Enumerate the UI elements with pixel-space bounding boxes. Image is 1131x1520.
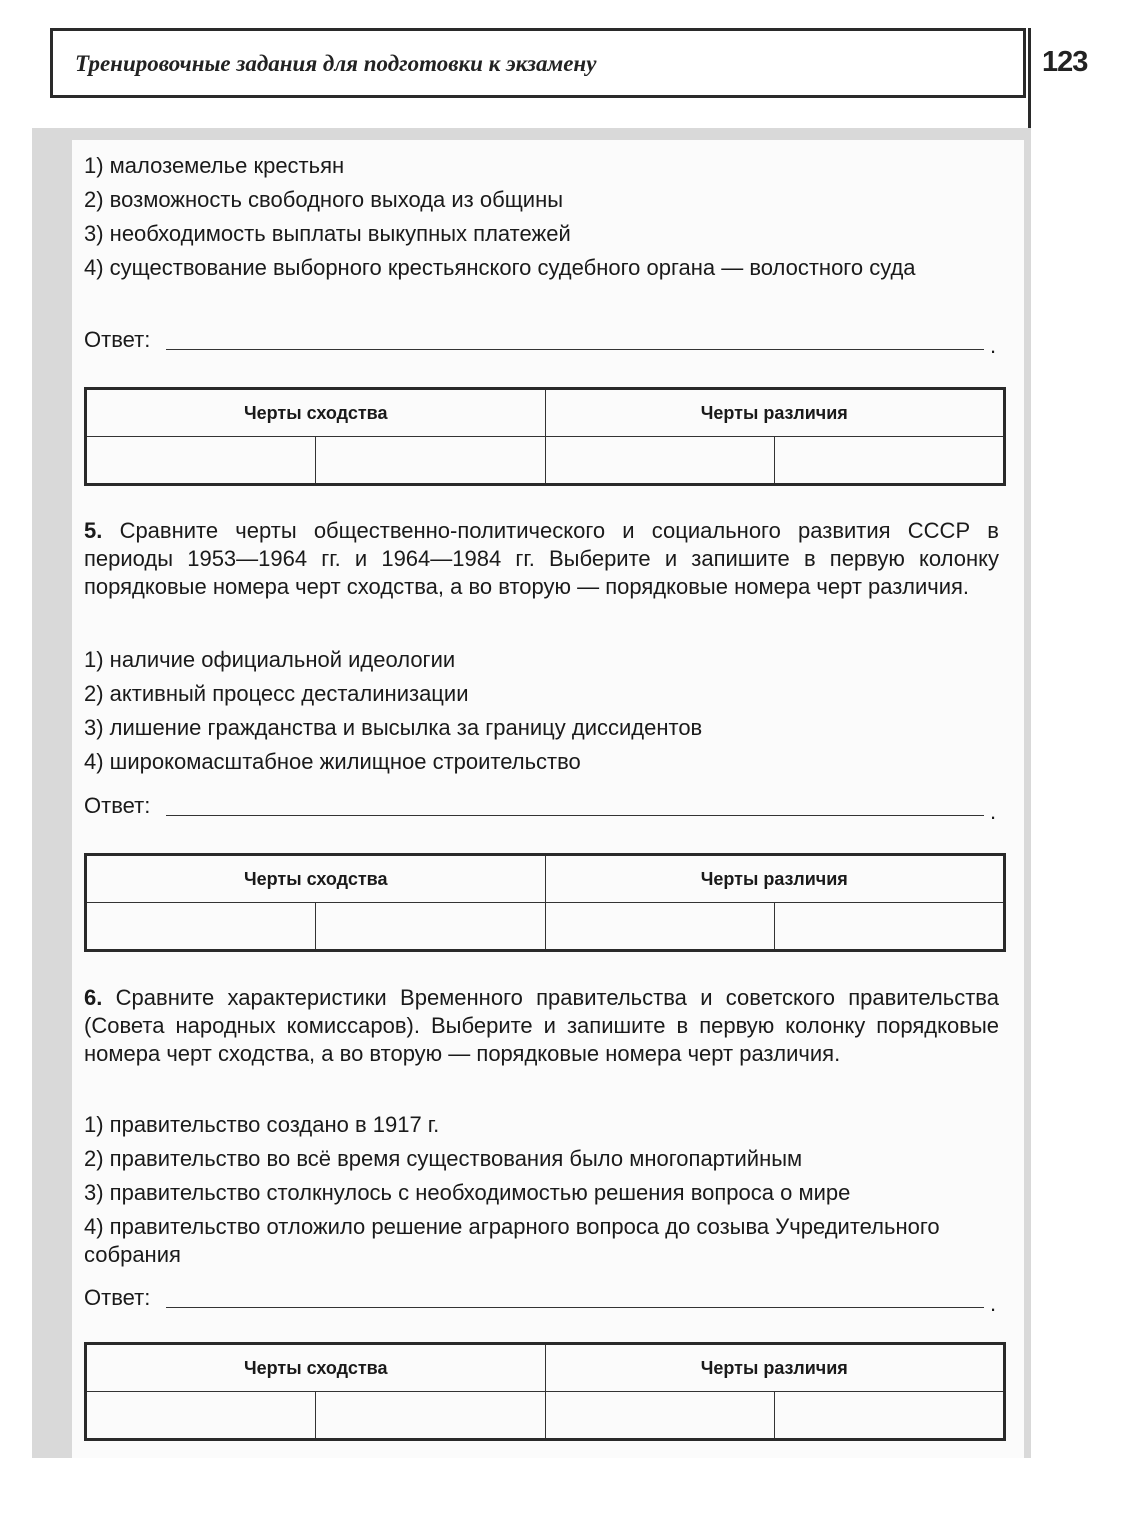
task5-option-4: 4) широкомасштабное жилищное строительство (84, 749, 581, 774)
task6-number: 6. (84, 985, 103, 1010)
task4-options (84, 152, 999, 282)
task6-answer-line[interactable] (166, 1307, 984, 1308)
task5-different-header: Черты различия (545, 855, 1005, 903)
task5-similar-header: Черты сходства (86, 855, 546, 903)
task4-answer-label: Ответ: (84, 327, 151, 352)
task6-different-header: Черты различия (545, 1344, 1005, 1392)
task6-text: Сравните характеристики Временного правительства и советского правительства (Совета народных комиссаров). Выберите и запишите в первую колонку порядковые номера черт сходства, а во вторую — порядковые номера черт различия. (84, 985, 999, 1066)
header-divider (1028, 28, 1031, 134)
task6-option-3: 3) правительство столкнулось с необходимостью решения вопроса о мире (84, 1180, 851, 1205)
task4-option-3: 3) необходимость выплаты выкупных платежей (84, 221, 571, 246)
task4-answer-table (84, 387, 1006, 486)
task4-option-2: 2) возможность свободного выхода из общины (84, 187, 564, 212)
task5-answer-end: . (990, 799, 997, 824)
task5-similar-cell-2[interactable] (315, 903, 545, 951)
header-title: Тренировочные задания для подготовки к экзамену (75, 51, 597, 76)
page-header (50, 28, 1026, 98)
task5-different-cell-2[interactable] (775, 903, 1005, 951)
task6-different-cell-1[interactable] (545, 1392, 775, 1440)
task5-prompt (84, 517, 999, 601)
task4-different-header: Черты различия (545, 389, 1005, 437)
task6-similar-cell-2[interactable] (315, 1392, 545, 1440)
task5-option-1: 1) наличие официальной идеологии (84, 647, 456, 672)
task6-different-cell-2[interactable] (775, 1392, 1005, 1440)
task6-option-4: 4) правительство отложило решение аграрного вопроса до созыва Учредительного собрания (84, 1214, 940, 1267)
task5-answer-line[interactable] (166, 815, 984, 816)
task4-option-4: 4) существование выборного крестьянского судебного органа — волостного суда (84, 255, 916, 280)
task5-options (84, 646, 999, 776)
task6-options (84, 1111, 999, 1269)
task4-answer-end: . (990, 333, 997, 358)
task5-option-3: 3) лишение гражданства и высылка за границу диссидентов (84, 715, 703, 740)
task5-answer-label: Ответ: (84, 793, 151, 818)
task6-answer-row (84, 1285, 999, 1315)
task5-number: 5. (84, 518, 103, 543)
task4-different-cell-1[interactable] (545, 437, 775, 485)
task5-option-2: 2) активный процесс десталинизации (84, 681, 469, 706)
task4-similar-cell-1[interactable] (86, 437, 316, 485)
task6-answer-table (84, 1342, 1006, 1441)
task6-similar-header: Черты сходства (86, 1344, 546, 1392)
task4-answer-line[interactable] (166, 349, 984, 350)
page-number: 123 (1042, 46, 1088, 78)
task6-prompt (84, 984, 999, 1068)
task4-similar-cell-2[interactable] (315, 437, 545, 485)
task6-option-1: 1) правительство создано в 1917 г. (84, 1112, 440, 1137)
task5-answer-table (84, 853, 1006, 952)
task6-answer-end: . (990, 1291, 997, 1316)
task4-different-cell-2[interactable] (775, 437, 1005, 485)
task6-option-2: 2) правительство во всё время существования было многопартийным (84, 1146, 803, 1171)
task5-similar-cell-1[interactable] (86, 903, 316, 951)
task4-option-1: 1) малоземелье крестьян (84, 153, 345, 178)
task4-answer-row (84, 327, 999, 357)
task6-answer-label: Ответ: (84, 1285, 151, 1310)
task5-text: Сравните черты общественно-политического и социального развития СССР в периоды 1953—1964 гг. и 1964—1984 гг. Выберите и запишите в первую колонку порядковые номера черт сходства, а во вторую — порядковые номера черт различия. (84, 518, 999, 599)
task6-similar-cell-1[interactable] (86, 1392, 316, 1440)
task4-similar-header: Черты сходства (86, 389, 546, 437)
task5-answer-row (84, 793, 999, 823)
task5-different-cell-1[interactable] (545, 903, 775, 951)
